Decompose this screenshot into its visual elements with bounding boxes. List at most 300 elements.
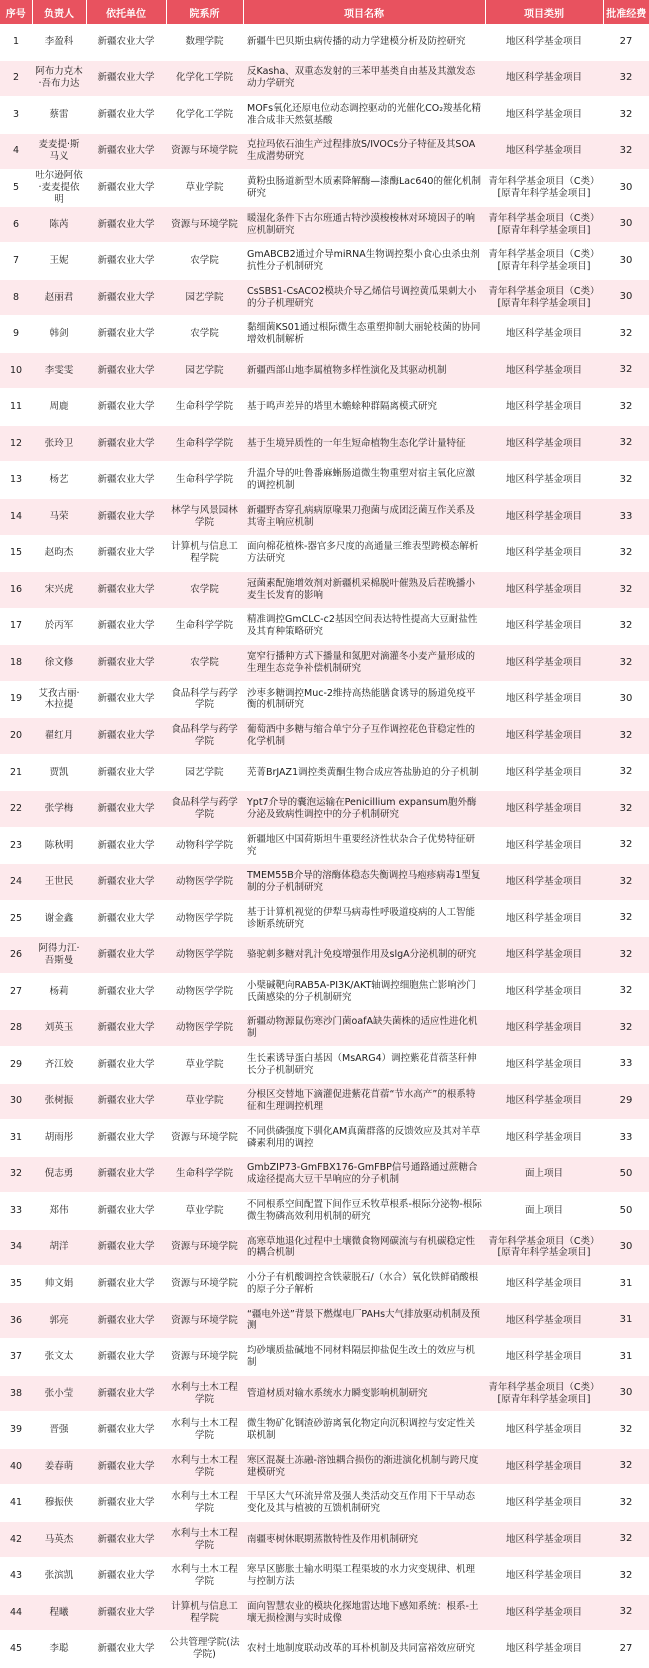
cell-dept: 公共管理学院(法学院) (166, 1631, 243, 1668)
cell-amount: 32 (603, 1558, 649, 1595)
table-row (0, 170, 649, 207)
cell-dept: 园艺学院 (166, 352, 243, 389)
cell-amount: 31 (603, 1339, 649, 1376)
table-row (0, 243, 649, 280)
cell-leader: 李聪 (32, 1631, 86, 1668)
cell-amount: 32 (603, 1412, 649, 1449)
table-row (0, 1375, 649, 1412)
cell-index: 8 (0, 279, 32, 316)
cell-dept: 资源与环境学院 (166, 1302, 243, 1339)
cell-amount: 30 (603, 1375, 649, 1412)
cell-index: 40 (0, 1448, 32, 1485)
table-row (0, 1229, 649, 1266)
cell-amount: 30 (603, 170, 649, 207)
cell-type: 青年科学基金项目（C类）[原青年科学基金项目] (485, 170, 603, 207)
cell-unit: 新疆农业大学 (86, 827, 166, 864)
table-row (0, 608, 649, 645)
cell-leader: 吐尔逊阿依·麦麦提依明 (32, 170, 86, 207)
cell-dept: 化学化工学院 (166, 60, 243, 97)
cell-index: 22 (0, 791, 32, 828)
cell-title: 南疆枣树休眠期蒸散特性及作用机制研究 (243, 1521, 485, 1558)
cell-title: GmABCB2通过介导miRNA生物调控梨小食心虫杀虫剂抗性分子机制研究 (243, 243, 485, 280)
cell-index: 43 (0, 1558, 32, 1595)
cell-title: 不同供磷强度下驯化AM真菌群落的反馈效应及其对羊草磷素利用的调控 (243, 1120, 485, 1157)
cell-dept: 水利与土木工程学院 (166, 1448, 243, 1485)
cell-unit: 新疆农业大学 (86, 535, 166, 572)
cell-title: 黄粉虫肠道新型木质素降解酶—漆酶Lac640的催化机制研究 (243, 170, 485, 207)
cell-title: 克拉玛依石油生产过程排放S/IVOCs分子特征及其SOA生成潜势研究 (243, 133, 485, 170)
cell-index: 18 (0, 645, 32, 682)
cell-amount: 32 (603, 1485, 649, 1522)
table-row (0, 499, 649, 536)
cell-index: 33 (0, 1193, 32, 1230)
table-row (0, 1156, 649, 1193)
table-row (0, 1485, 649, 1522)
cell-unit: 新疆农业大学 (86, 1229, 166, 1266)
cell-amount: 33 (603, 1046, 649, 1083)
cell-index: 5 (0, 170, 32, 207)
cell-dept: 草业学院 (166, 1193, 243, 1230)
table-row (0, 645, 649, 682)
cell-type: 地区科学基金项目 (485, 1302, 603, 1339)
cell-title: 升温介导的吐鲁番麻蜥肠道微生物重塑对宿主氧化应激的调控机制 (243, 462, 485, 499)
cell-type: 地区科学基金项目 (485, 316, 603, 353)
cell-unit: 新疆农业大学 (86, 279, 166, 316)
cell-unit: 新疆农业大学 (86, 1375, 166, 1412)
cell-leader: 艾孜古丽·木拉提 (32, 681, 86, 718)
cell-title: 反Kasha、双重态发射的三苯甲基类自由基及其激发态动力学研究 (243, 60, 485, 97)
cell-amount: 32 (603, 718, 649, 755)
table-body (0, 24, 649, 1668)
cell-unit: 新疆农业大学 (86, 1193, 166, 1230)
table-row (0, 1010, 649, 1047)
cell-amount: 32 (603, 389, 649, 426)
cell-title: 寒旱区膨胀土输水明渠工程渠坡的水力灾变规律、机理与控制方法 (243, 1558, 485, 1595)
cell-leader: 宋兴虎 (32, 572, 86, 609)
cell-leader: 阿布力克木·吾布力达 (32, 60, 86, 97)
cell-dept: 林学与风景园林学院 (166, 499, 243, 536)
cell-type: 地区科学基金项目 (485, 572, 603, 609)
cell-title: 黏细菌KS01通过根际微生态重塑抑制大丽轮枝菌的协同增效机制解析 (243, 316, 485, 353)
cell-leader: 姜春萌 (32, 1448, 86, 1485)
cell-dept: 水利与土木工程学院 (166, 1375, 243, 1412)
cell-leader: 程曦 (32, 1594, 86, 1631)
cell-type: 地区科学基金项目 (485, 937, 603, 974)
cell-amount: 30 (603, 243, 649, 280)
cell-index: 6 (0, 206, 32, 243)
cell-unit: 新疆农业大学 (86, 1521, 166, 1558)
header-type: 项目类别 (485, 0, 603, 24)
cell-amount: 33 (603, 499, 649, 536)
table-header (0, 0, 649, 24)
cell-type: 地区科学基金项目 (485, 1120, 603, 1157)
cell-index: 36 (0, 1302, 32, 1339)
cell-index: 45 (0, 1631, 32, 1668)
cell-dept: 动物医学学院 (166, 973, 243, 1010)
cell-title: 面向智慧农业的模块化探地雷达地下感知系统：根系-土壤无损检测与实时成像 (243, 1594, 485, 1631)
cell-leader: 郭亮 (32, 1302, 86, 1339)
cell-unit: 新疆农业大学 (86, 352, 166, 389)
cell-dept: 资源与环境学院 (166, 1229, 243, 1266)
cell-index: 15 (0, 535, 32, 572)
cell-dept: 动物医学学院 (166, 1010, 243, 1047)
cell-title: 管道材质对输水系统水力瞬变影响机制研究 (243, 1375, 485, 1412)
cell-type: 青年科学基金项目（C类）[原青年科学基金项目] (485, 1229, 603, 1266)
cell-title: 精准调控GmCLC-c2基因空间表达特性提高大豆耐盐性及其育种策略研究 (243, 608, 485, 645)
cell-dept: 数理学院 (166, 24, 243, 60)
cell-title: 小分子有机酸调控含铁蒙脱石/（水合）氧化铁鲜硝酸根的原子分子解析 (243, 1266, 485, 1303)
table-row (0, 316, 649, 353)
cell-amount: 32 (603, 535, 649, 572)
cell-index: 31 (0, 1120, 32, 1157)
cell-type: 地区科学基金项目 (485, 608, 603, 645)
cell-index: 25 (0, 900, 32, 937)
cell-title: 基于生境异质性的一年生短命植物生态化学计量特征 (243, 425, 485, 462)
cell-type: 地区科学基金项目 (485, 389, 603, 426)
cell-title: MOFs氧化还原电位动态调控驱动的光催化CO₂羧基化精准合成非天然氨基酸 (243, 97, 485, 134)
cell-index: 29 (0, 1046, 32, 1083)
cell-leader: 王世民 (32, 864, 86, 901)
cell-title: 微生物矿化钢渣砂游离氧化物定向沉积调控与安定性关联机制 (243, 1412, 485, 1449)
cell-type: 地区科学基金项目 (485, 864, 603, 901)
cell-amount: 32 (603, 608, 649, 645)
cell-unit: 新疆农业大学 (86, 864, 166, 901)
cell-leader: 王妮 (32, 243, 86, 280)
cell-leader: 张玲卫 (32, 425, 86, 462)
cell-leader: 贾凯 (32, 754, 86, 791)
cell-amount: 30 (603, 279, 649, 316)
cell-unit: 新疆农业大学 (86, 1412, 166, 1449)
cell-amount: 27 (603, 1631, 649, 1668)
cell-index: 32 (0, 1156, 32, 1193)
cell-dept: 计算机与信息工程学院 (166, 1594, 243, 1631)
cell-dept: 生命科学学院 (166, 389, 243, 426)
cell-dept: 生命科学学院 (166, 425, 243, 462)
cell-dept: 水利与土木工程学院 (166, 1485, 243, 1522)
cell-amount: 29 (603, 1083, 649, 1120)
cell-type: 地区科学基金项目 (485, 462, 603, 499)
cell-dept: 草业学院 (166, 170, 243, 207)
cell-type: 地区科学基金项目 (485, 1521, 603, 1558)
cell-index: 1 (0, 24, 32, 60)
table-row (0, 1521, 649, 1558)
cell-title: 新疆动物源鼠伤寒沙门菌oafA缺失菌株的适应性进化机制 (243, 1010, 485, 1047)
cell-leader: 赵昀杰 (32, 535, 86, 572)
cell-dept: 农学院 (166, 243, 243, 280)
cell-type: 地区科学基金项目 (485, 352, 603, 389)
cell-dept: 生命科学学院 (166, 608, 243, 645)
cell-leader: 韩剑 (32, 316, 86, 353)
cell-dept: 动物医学学院 (166, 864, 243, 901)
cell-amount: 27 (603, 24, 649, 60)
cell-title: 新疆西部山地李属植物多样性演化及其驱动机制 (243, 352, 485, 389)
cell-unit: 新疆农业大学 (86, 608, 166, 645)
cell-unit: 新疆农业大学 (86, 1448, 166, 1485)
cell-type: 地区科学基金项目 (485, 1339, 603, 1376)
table-row (0, 1594, 649, 1631)
cell-index: 16 (0, 572, 32, 609)
cell-dept: 资源与环境学院 (166, 1120, 243, 1157)
cell-type: 地区科学基金项目 (485, 754, 603, 791)
cell-type: 地区科学基金项目 (485, 133, 603, 170)
cell-title: 面向棉花植株-器官多尺度的高通量三维表型跨模态解析方法研究 (243, 535, 485, 572)
cell-index: 42 (0, 1521, 32, 1558)
cell-index: 24 (0, 864, 32, 901)
cell-type: 地区科学基金项目 (485, 791, 603, 828)
table-row (0, 389, 649, 426)
cell-leader: 徐文修 (32, 645, 86, 682)
cell-dept: 农学院 (166, 572, 243, 609)
cell-dept: 食品科学与药学学院 (166, 718, 243, 755)
cell-index: 37 (0, 1339, 32, 1376)
cell-index: 39 (0, 1412, 32, 1449)
cell-dept: 水利与土木工程学院 (166, 1521, 243, 1558)
table-row (0, 425, 649, 462)
cell-dept: 草业学院 (166, 1083, 243, 1120)
cell-title: 基于鸣声差异的塔里木蟾蜍种群隔离模式研究 (243, 389, 485, 426)
cell-title: 骆驼刺多糖对乳汁免疫增强作用及slgA分泌机制的研究 (243, 937, 485, 974)
table-row (0, 133, 649, 170)
table-row (0, 1120, 649, 1157)
cell-index: 38 (0, 1375, 32, 1412)
cell-title: 分根区交替地下滴灌促进紫花苜蓿“节水高产”的根系特征和生理调控机理 (243, 1083, 485, 1120)
cell-amount: 32 (603, 791, 649, 828)
cell-dept: 动物科学学院 (166, 827, 243, 864)
cell-leader: 赵丽君 (32, 279, 86, 316)
table-row (0, 973, 649, 1010)
cell-amount: 32 (603, 1521, 649, 1558)
cell-leader: 穆振侠 (32, 1485, 86, 1522)
cell-dept: 资源与环境学院 (166, 206, 243, 243)
table-row (0, 279, 649, 316)
cell-index: 28 (0, 1010, 32, 1047)
cell-amount: 50 (603, 1193, 649, 1230)
table-row (0, 681, 649, 718)
cell-type: 地区科学基金项目 (485, 1558, 603, 1595)
cell-unit: 新疆农业大学 (86, 1083, 166, 1120)
cell-amount: 32 (603, 754, 649, 791)
cell-amount: 32 (603, 900, 649, 937)
table-row (0, 1046, 649, 1083)
cell-type: 地区科学基金项目 (485, 1485, 603, 1522)
cell-leader: 胡洋 (32, 1229, 86, 1266)
cell-title: 葡萄酒中多糖与缩合单宁分子互作调控花色苷稳定性的化学机制 (243, 718, 485, 755)
cell-unit: 新疆农业大学 (86, 1631, 166, 1668)
cell-type: 地区科学基金项目 (485, 499, 603, 536)
cell-type: 面上项目 (485, 1156, 603, 1193)
cell-amount: 50 (603, 1156, 649, 1193)
cell-type: 地区科学基金项目 (485, 1448, 603, 1485)
cell-amount: 32 (603, 1448, 649, 1485)
cell-amount: 32 (603, 462, 649, 499)
cell-amount: 32 (603, 60, 649, 97)
cell-amount: 30 (603, 206, 649, 243)
table-row (0, 1266, 649, 1303)
cell-leader: 於丙军 (32, 608, 86, 645)
cell-amount: 32 (603, 97, 649, 134)
header-index: 序号 (0, 0, 32, 24)
cell-type: 地区科学基金项目 (485, 1083, 603, 1120)
cell-unit: 新疆农业大学 (86, 1558, 166, 1595)
cell-unit: 新疆农业大学 (86, 754, 166, 791)
cell-unit: 新疆农业大学 (86, 1302, 166, 1339)
cell-unit: 新疆农业大学 (86, 60, 166, 97)
cell-dept: 农学院 (166, 316, 243, 353)
cell-unit: 新疆农业大学 (86, 1339, 166, 1376)
cell-type: 地区科学基金项目 (485, 1010, 603, 1047)
cell-title: 宽窄行播种方式下播量和氮肥对滴灌冬小麦产量形成的生理生态竞争补偿机制研究 (243, 645, 485, 682)
cell-index: 20 (0, 718, 32, 755)
cell-dept: 水利与土木工程学院 (166, 1412, 243, 1449)
cell-title: GmbZIP73-GmFBX176-GmFBP信号通路通过蔗糖合成途径提高大豆干旱响应的分子机制 (243, 1156, 485, 1193)
cell-type: 面上项目 (485, 1193, 603, 1230)
cell-dept: 食品科学与药学学院 (166, 681, 243, 718)
cell-amount: 32 (603, 973, 649, 1010)
cell-amount: 32 (603, 937, 649, 974)
cell-leader: 胡雨彤 (32, 1120, 86, 1157)
cell-type: 地区科学基金项目 (485, 1412, 603, 1449)
cell-leader: 晋强 (32, 1412, 86, 1449)
cell-amount: 30 (603, 681, 649, 718)
cell-leader: 齐江姣 (32, 1046, 86, 1083)
cell-leader: 蔡雷 (32, 97, 86, 134)
header-title: 项目名称 (243, 0, 485, 24)
cell-unit: 新疆农业大学 (86, 937, 166, 974)
cell-type: 青年科学基金项目（C类）[原青年科学基金项目] (485, 1375, 603, 1412)
cell-index: 34 (0, 1229, 32, 1266)
cell-dept: 动物医学学院 (166, 937, 243, 974)
cell-title: 不同根系空间配置下间作豆禾牧草根系-根际分泌物-根际微生物磷高效利用机制的研究 (243, 1193, 485, 1230)
cell-amount: 32 (603, 645, 649, 682)
cell-unit: 新疆农业大学 (86, 206, 166, 243)
cell-leader: 郑伟 (32, 1193, 86, 1230)
cell-title: 新疆野杏穿孔病病原喙果刀孢菌与成团泛菌互作关系及其寄主响应机制 (243, 499, 485, 536)
cell-leader: 李雯雯 (32, 352, 86, 389)
cell-unit: 新疆农业大学 (86, 645, 166, 682)
cell-index: 13 (0, 462, 32, 499)
cell-type: 青年科学基金项目（C类）[原青年科学基金项目] (485, 279, 603, 316)
cell-index: 14 (0, 499, 32, 536)
cell-title: 暖湿化条件下古尔班通古特沙漠梭梭林对环境因子的响应机制研究 (243, 206, 485, 243)
cell-index: 2 (0, 60, 32, 97)
cell-dept: 资源与环境学院 (166, 1339, 243, 1376)
cell-dept: 生命科学学院 (166, 462, 243, 499)
cell-title: 冠菌素配施增效剂对新疆机采棉脱叶催熟及后茬晚播小麦生长发育的影响 (243, 572, 485, 609)
cell-title: 生长素诱导蛋白基因（MsARG4）调控紫花苜蓿茎秆伸长分子机制研究 (243, 1046, 485, 1083)
cell-unit: 新疆农业大学 (86, 1156, 166, 1193)
cell-type: 地区科学基金项目 (485, 973, 603, 1010)
header-amount: 批准经费 (603, 0, 649, 24)
header-unit: 依托单位 (86, 0, 166, 24)
cell-unit: 新疆农业大学 (86, 900, 166, 937)
cell-unit: 新疆农业大学 (86, 791, 166, 828)
table-row (0, 60, 649, 97)
cell-dept: 生命科学学院 (166, 1156, 243, 1193)
cell-unit: 新疆农业大学 (86, 1594, 166, 1631)
table-row (0, 754, 649, 791)
header-leader: 负责人 (32, 0, 86, 24)
table-row (0, 97, 649, 134)
cell-title: 沙枣多糖调控Muc-2维持高热能膳食诱导的肠道免疫平衡的机制研究 (243, 681, 485, 718)
cell-leader: 马荣 (32, 499, 86, 536)
cell-title: CsSBS1-CsACO2模块介导乙烯信号调控黄瓜果刺大小的分子机理研究 (243, 279, 485, 316)
cell-leader: 陈秋明 (32, 827, 86, 864)
cell-dept: 园艺学院 (166, 754, 243, 791)
cell-amount: 32 (603, 572, 649, 609)
cell-type: 地区科学基金项目 (485, 900, 603, 937)
cell-title: 小檗碱靶向RAB5A-PI3K/AKT轴调控细胞焦亡影响沙门氏菌感染的分子机制研究 (243, 973, 485, 1010)
cell-unit: 新疆农业大学 (86, 973, 166, 1010)
cell-leader: 陈芮 (32, 206, 86, 243)
cell-title: “疆电外送”背景下燃煤电厂PAHs大气排放驱动机制及预测 (243, 1302, 485, 1339)
cell-amount: 32 (603, 1594, 649, 1631)
cell-leader: 杨艺 (32, 462, 86, 499)
cell-unit: 新疆农业大学 (86, 681, 166, 718)
table-row (0, 791, 649, 828)
table-row (0, 1631, 649, 1668)
cell-unit: 新疆农业大学 (86, 1046, 166, 1083)
cell-dept: 草业学院 (166, 1046, 243, 1083)
cell-unit: 新疆农业大学 (86, 316, 166, 353)
table-row (0, 572, 649, 609)
cell-leader: 倪志勇 (32, 1156, 86, 1193)
cell-index: 17 (0, 608, 32, 645)
cell-index: 41 (0, 1485, 32, 1522)
cell-leader: 麦麦提·斯马义 (32, 133, 86, 170)
cell-type: 地区科学基金项目 (485, 24, 603, 60)
cell-type: 地区科学基金项目 (485, 718, 603, 755)
table-row (0, 864, 649, 901)
cell-title: 均砂壤质盐碱地不同材料隔层抑盐促生改土的效应与机制 (243, 1339, 485, 1376)
cell-amount: 32 (603, 425, 649, 462)
cell-index: 30 (0, 1083, 32, 1120)
cell-index: 35 (0, 1266, 32, 1303)
cell-leader: 李盈科 (32, 24, 86, 60)
cell-unit: 新疆农业大学 (86, 718, 166, 755)
cell-unit: 新疆农业大学 (86, 425, 166, 462)
cell-dept: 园艺学院 (166, 279, 243, 316)
cell-leader: 谢金鑫 (32, 900, 86, 937)
cell-title: TMEM55B介导的溶酶体稳态失衡调控马疱疹病毒1型复制的分子机制研究 (243, 864, 485, 901)
cell-index: 19 (0, 681, 32, 718)
cell-type: 地区科学基金项目 (485, 535, 603, 572)
cell-type: 地区科学基金项目 (485, 681, 603, 718)
cell-index: 7 (0, 243, 32, 280)
cell-dept: 化学化工学院 (166, 97, 243, 134)
cell-leader: 翟红月 (32, 718, 86, 755)
cell-index: 23 (0, 827, 32, 864)
cell-index: 11 (0, 389, 32, 426)
cell-unit: 新疆农业大学 (86, 1120, 166, 1157)
table-row (0, 827, 649, 864)
table-row (0, 900, 649, 937)
cell-leader: 张树振 (32, 1083, 86, 1120)
cell-index: 4 (0, 133, 32, 170)
cell-amount: 30 (603, 1229, 649, 1266)
cell-unit: 新疆农业大学 (86, 389, 166, 426)
cell-amount: 33 (603, 1120, 649, 1157)
header-dept: 院系所 (166, 0, 243, 24)
cell-type: 地区科学基金项目 (485, 1631, 603, 1668)
cell-unit: 新疆农业大学 (86, 133, 166, 170)
cell-title: 新疆牛巴贝斯虫病传播的动力学建模分析及防控研究 (243, 24, 485, 60)
cell-dept: 水利与土木工程学院 (166, 1558, 243, 1595)
table-row (0, 462, 649, 499)
cell-amount: 32 (603, 1010, 649, 1047)
cell-title: 农村土地制度联动改革的耳朴机制及共同富裕效应研究 (243, 1631, 485, 1668)
cell-unit: 新疆农业大学 (86, 243, 166, 280)
table-row (0, 1083, 649, 1120)
